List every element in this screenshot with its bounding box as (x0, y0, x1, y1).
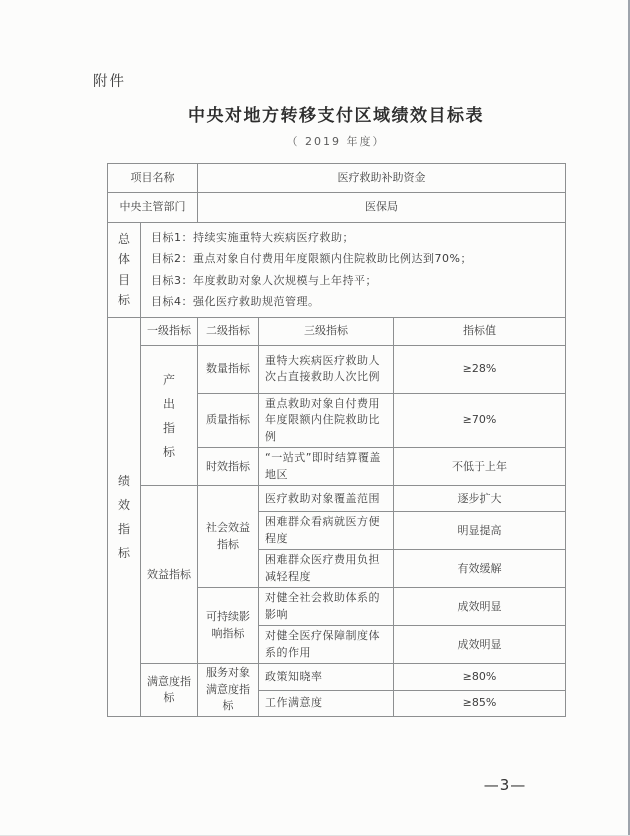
table-row (108, 223, 566, 318)
satisfaction-group-cell: 满意度指标 (141, 664, 198, 717)
goal-line-3: 目标3：年度救助对象人次规模与上年持平； (151, 273, 377, 287)
level3-indicator: 工作满意度 (259, 690, 394, 716)
goal-line-2: 目标2：重点对象自付费用年度限额内住院救助比例达到70%； (151, 252, 472, 266)
level3-indicator: 对健全医疗保障制度体系的作用 (259, 626, 394, 664)
output-group-label: 产出指标 (162, 372, 175, 459)
indicator-value: 成效明显 (394, 588, 566, 626)
indicator-value: 成效明显 (394, 626, 566, 664)
overall-goals-cell (141, 223, 566, 318)
level3-indicator: 对健全社会救助体系的影响 (259, 588, 394, 626)
indicator-value: 不低于上年 (394, 448, 566, 486)
header-level3: 三级指标 (259, 317, 394, 345)
level2-timeliness: 时效指标 (198, 448, 259, 486)
document-subtitle-year: （ 2019 年度） (286, 135, 386, 148)
attachment-label: 附件 (93, 74, 126, 90)
document-title: 中央对地方转移支付区域绩效目标表 (188, 106, 484, 126)
indicator-value: ≥80% (394, 664, 566, 690)
performance-label: 绩效指标 (117, 473, 130, 560)
target-table (107, 163, 566, 717)
indicator-value: 逐步扩大 (394, 486, 566, 512)
performance-target-table (107, 163, 566, 717)
level3-indicator: 重点救助对象自付费用年度限额内住院救助比例 (259, 393, 394, 448)
indicator-value: 有效缓解 (394, 550, 566, 588)
benefit-group-cell: 效益指标 (141, 486, 198, 664)
goal-line-1: 目标1：持续实施重特大疾病医疗救助； (151, 231, 354, 244)
level3-indicator: 政策知晓率 (259, 664, 394, 690)
social-benefit-group-cell: 社会效益指标 (198, 486, 259, 588)
table-row (108, 193, 566, 223)
level3-indicator: 困难群众看病就医方便程度 (259, 512, 394, 550)
performance-label-cell (108, 317, 141, 716)
sustainable-group-cell: 可持续影响指标 (198, 588, 259, 664)
level2-quality: 质量指标 (198, 393, 259, 448)
page-number: —3— (483, 776, 527, 794)
service-satisfaction-group-cell: 服务对象满意度指标 (198, 664, 259, 717)
level2-quantity: 数量指标 (198, 345, 259, 393)
overall-goal-label: 总体目标 (117, 232, 130, 308)
header-level2: 二级指标 (198, 317, 259, 345)
project-name-value: 医疗救助补助资金 (198, 164, 566, 193)
output-group-cell (141, 345, 198, 486)
level3-indicator: “一站式”即时结算覆盖地区 (259, 448, 394, 486)
level3-indicator: 医疗救助对象覆盖范围 (259, 486, 394, 512)
indicator-value: ≥85% (394, 690, 566, 716)
indicator-value: ≥28% (394, 345, 566, 393)
table-row (108, 664, 566, 690)
level3-indicator: 困难群众医疗费用负担减轻程度 (259, 550, 394, 588)
header-value: 指标值 (394, 317, 566, 345)
indicator-value: 明显提高 (394, 512, 566, 550)
level3-indicator: 重特大疾病医疗救助人次占直接救助人次比例 (259, 345, 394, 393)
central-dept-value: 医保局 (198, 193, 566, 223)
goal-line-4: 目标4：强化医疗救助规范管理。 (151, 295, 320, 309)
central-dept-label: 中央主管部门 (108, 193, 198, 223)
indicator-value: ≥70% (394, 393, 566, 448)
table-header-row (108, 317, 566, 345)
overall-goal-label-cell (108, 223, 141, 318)
table-row (108, 486, 566, 512)
project-name-label: 项目名称 (108, 164, 198, 193)
header-level1: 一级指标 (141, 317, 198, 345)
table-row (108, 345, 566, 393)
table-row (108, 164, 566, 193)
